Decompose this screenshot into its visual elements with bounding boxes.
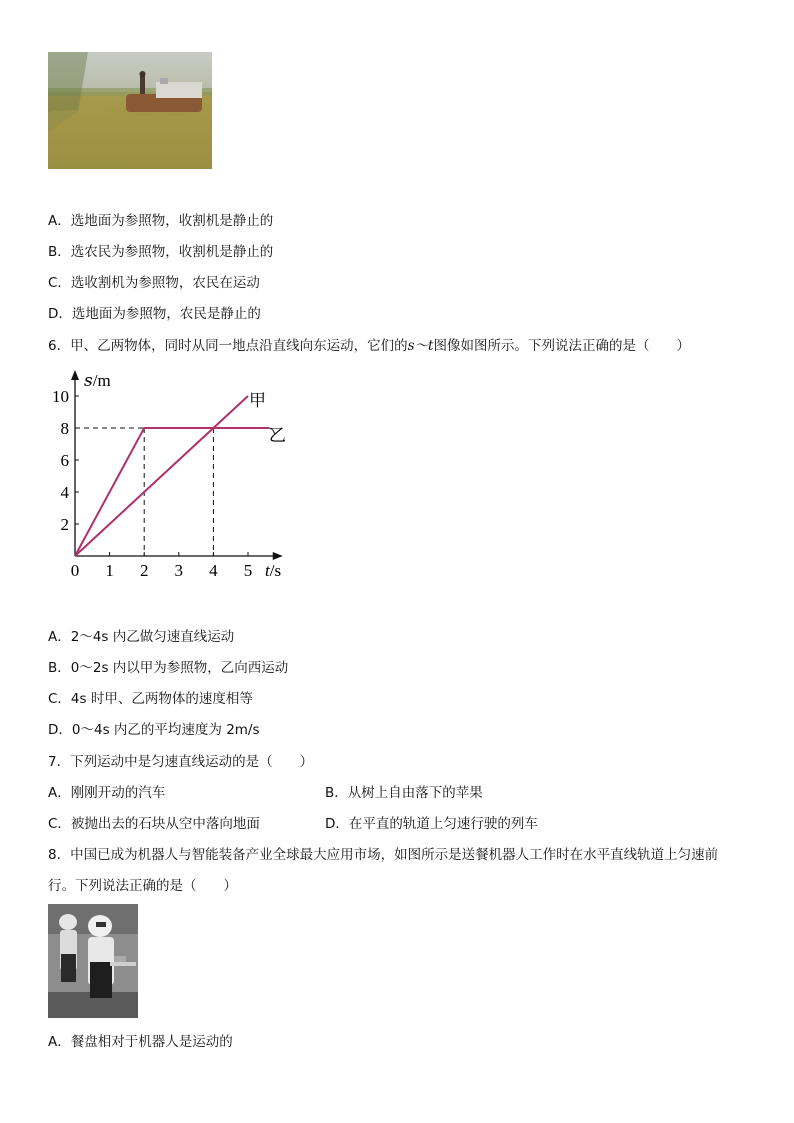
- y-axis-label-var: s: [84, 371, 93, 391]
- x-axis-label: [265, 561, 281, 580]
- q5-option-a: A．选地面为参照物，收割机是静止的: [48, 213, 274, 229]
- q6-option-a: A．2～4s 内乙做匀速直线运动: [48, 629, 235, 645]
- q7-option-b: B．从树上自由落下的苹果: [325, 785, 483, 801]
- x-tick-label: 1: [105, 561, 114, 580]
- harvester-photo-image: [48, 52, 212, 169]
- x-axis-arrow: [273, 552, 283, 560]
- series-line-jia: [75, 396, 248, 556]
- series-line-yi: [75, 428, 269, 556]
- y-tick-label: 4: [60, 483, 69, 502]
- y-tick-label: 2: [60, 515, 69, 534]
- y-tick-label: 6: [60, 451, 69, 470]
- x-tick-label: 4: [209, 561, 218, 580]
- q7-option-a: A．刚刚开动的汽车: [48, 785, 166, 801]
- q8-stem-line-2: 行。下列说法正确的是（ ）: [48, 878, 237, 894]
- robot-photo: [48, 904, 138, 1018]
- x-tick-label: 5: [243, 561, 253, 580]
- x-tick-label: 3: [174, 561, 184, 580]
- q5-option-d: D．选地面为参照物，农民是静止的: [48, 306, 261, 322]
- q6-stem: [48, 337, 690, 355]
- q6-stem-prefix: 6．甲、乙两物体，同时从同一地点沿直线向东运动，它们的: [48, 338, 408, 354]
- y-tick-label: 10: [52, 387, 69, 406]
- s-t-graph: [40, 366, 300, 586]
- q8-stem-line-1: 8．中国已成为机器人与智能装备产业全球最大应用市场，如图所示是送餐机器人工作时在水平直线轨道上匀速前: [48, 847, 719, 863]
- harvester-photo: [48, 52, 212, 169]
- q6-option-c: C．4s 时甲、乙两物体的速度相等: [48, 691, 253, 707]
- series-label-jia: 甲: [249, 391, 266, 410]
- q8-option-a: A．餐盘相对于机器人是运动的: [48, 1034, 233, 1050]
- x-tick-label: 0: [70, 561, 80, 580]
- q5-option-b: B．选农民为参照物，收割机是静止的: [48, 244, 274, 260]
- q7-option-c: C．被抛出去的石块从空中落向地面: [48, 816, 260, 832]
- y-axis-label: [84, 371, 111, 391]
- q6-stem-suffix: 图像如图所示。下列说法正确的是（ ）: [433, 338, 690, 354]
- y-axis-label-unit: /m: [92, 371, 111, 390]
- x-axis-label-unit: /s: [269, 561, 282, 580]
- y-axis-arrow: [71, 370, 79, 380]
- x-axis-label-var: t: [265, 561, 270, 580]
- series-label-yi: 乙: [269, 426, 286, 445]
- q6-option-b: B．0～2s 内以甲为参照物，乙向西运动: [48, 660, 289, 676]
- robot-photo-image: [48, 904, 138, 1018]
- q5-option-c: C．选收割机为参照物，农民在运动: [48, 275, 260, 291]
- y-tick-label: 8: [60, 419, 69, 438]
- q6-option-d: D．0～4s 内乙的平均速度为 2m/s: [48, 722, 260, 738]
- x-tick-label: 2: [139, 561, 149, 580]
- q7-stem: 7．下列运动中是匀速直线运动的是（ ）: [48, 754, 314, 770]
- q7-option-d: D．在平直的轨道上匀速行驶的列车: [325, 816, 538, 832]
- q6-stem-variable: s～t: [407, 338, 434, 354]
